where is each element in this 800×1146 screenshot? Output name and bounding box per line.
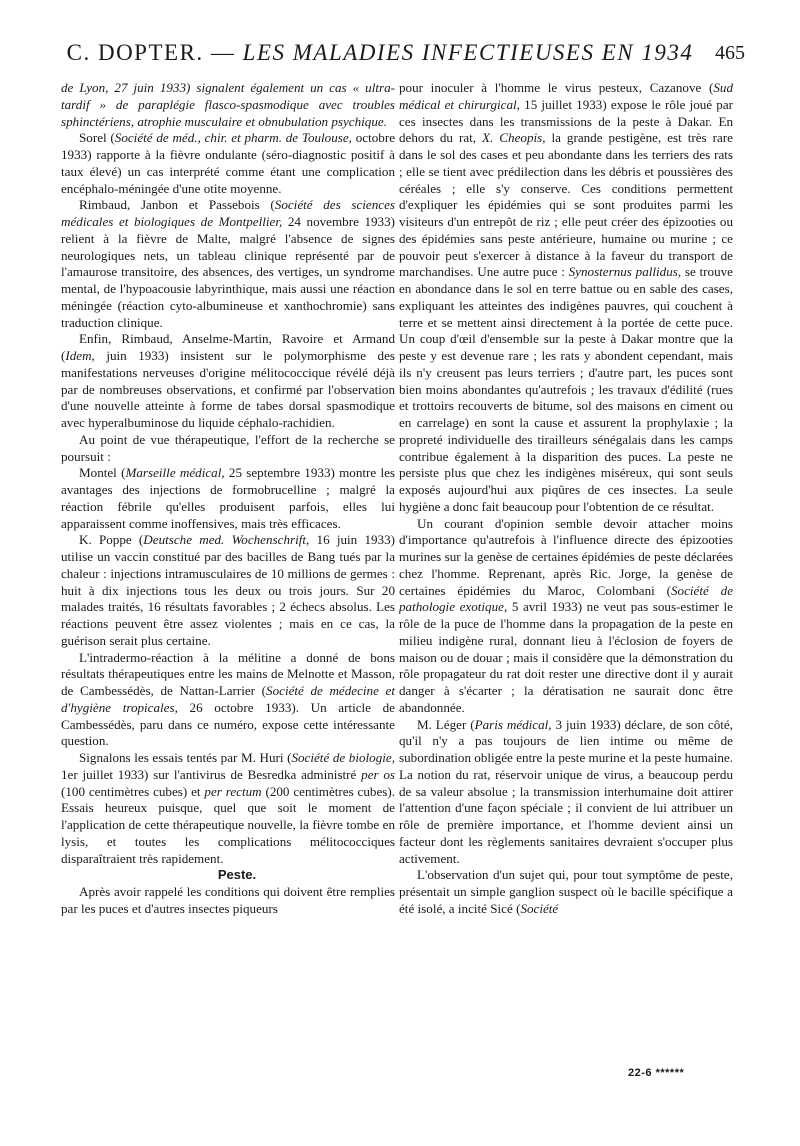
paragraph: Enfin, Rimbaud, Anselme-Martin, Ravoire et Armand (Idem, juin 1933) insistent sur le polymorphisme des manifestations nerveuses d'origine mélitococcique révélé déjà par de nombreuses observations, et confirmé par l'observation d'une nouvelle atteinte à forme de tabes dorsal spasmodique avec hyperalbuminose du liquide céphalo-rachidien. <box>61 331 395 430</box>
running-title <box>55 40 705 66</box>
species-name: X. Cheopis, <box>482 130 546 146</box>
paragraph-text: 26 octobre 1933). Un article de Cambessédès, paru dans ce numéro, expose cette intéressante question. <box>61 699 395 749</box>
paragraph-text: Signalons les essais tentés par M. Huri ( <box>79 750 292 765</box>
paragraph: Rimbaud, Janbon et Passebois (Société des sciences médicales et biologiques de Montpellier, 24 novembre 1933) relient à la fièvre de Malte, malgré l'absence de signes neurologiques nets, un tableau clinique représenté par de l'amaurose transitoire, des absences, des vertiges, un syndrome mental, de l'hypoacousie labyrinthique, mais aussi une réaction méningée (réaction cyto-albumineuse et xanthochromie) sans traduction clinique. <box>61 197 396 330</box>
source-citation: Société des sciences médicales et biologiques de Montpellier, <box>61 197 395 229</box>
species-name: Synosternus pallidus, <box>568 264 682 280</box>
paragraph-text: juin 1933) insistent sur le polymorphisme des manifestations nerveuses d'origine mélitococcique révélé déjà par de nombreuses observations, et confirmé par l'observation d'une nouvelle atteinte à forme de tabes dorsal spasmodique avec hyperalbuminose du liquide céphalo-rachidien. <box>61 348 395 430</box>
paragraph-text: (200 centimètres cubes). Essais heureux puisque, quel que soit le moment de l'application de cette thérapeutique nouvelle, la fièvre tombe en lysis, et toutes les complications mélitococciques disparaîtraient très rapidement. <box>61 783 395 866</box>
paragraph-text: L'observation d'un sujet qui, pour tout symptôme de peste, présentait un simple ganglion suspect où le bacille spécifique a été isolé, a incité Sicé ( <box>399 867 733 916</box>
right-column <box>399 80 733 918</box>
author-name: Montel <box>79 465 117 481</box>
paragraph <box>61 80 395 130</box>
latin-term: per rectum <box>204 783 262 799</box>
left-column <box>61 80 395 918</box>
latin-term: per os <box>361 766 396 782</box>
author-name: K. Poppe <box>79 532 132 548</box>
paragraph: Sorel (Société de méd., chir. et pharm. de Toulouse, octobre 1933) rapporte à la fièvre ondulante (séro-diagnostic positif à taux élevé) un cas interprété comme étant une complication encéphalo-méningée d'une otite moyenne. <box>61 130 396 196</box>
paragraph <box>61 750 395 867</box>
paragraph-text: 24 novembre 1933) relient à la fièvre de Malte, malgré l'absence de signes neurologiques nets, un tableau clinique représenté par de l'amaurose transitoire, des absences, des vertiges, un syndrome mental, de l'hypoacousie labyrinthique, mais aussi une réaction méningée (réaction cyto-albumineuse et xanthochromie) sans traduction clinique. <box>61 214 396 330</box>
source-citation: Deutsche med. Wochenschrift, <box>143 532 310 548</box>
paragraph-text: 15 juillet 1933) expose le rôle joué par ces insectes dans les transmissions de la peste à Dakar. En dehors du rat, <box>399 96 734 146</box>
source-citation: Société de médecine et d'hygiène tropicales, <box>61 683 395 715</box>
header-title: LES MALADIES INFECTIEUSES EN 1934 <box>242 40 694 65</box>
paragraph-text: (100 centimètres cubes) et <box>61 783 201 799</box>
paragraph-text: la grande pestigène, est très rare dans le sol des cases et peu abondante dans les terriers des rats ; elle se tient avec prédilection dans les débris et poussières des céréales ; elle s'y conserve. Ces conditions permettent d'expliquer les épidémies qui se sont produites parmi les visiteurs d'un entrepôt de riz ; elle peut créer des épizooties ou des épidémies sans peste antérieure, humaine ou murine ; ce pouvoir peut s'exercer à distance à la faveur du transport de marchandises. Une autre puce : <box>399 130 733 280</box>
header-dash: — <box>210 40 236 65</box>
section-heading: Peste. <box>217 867 257 883</box>
paragraph <box>399 717 733 868</box>
paragraph-text: 5 avril 1933) ne veut pas sous-estimer le rôle de la puce de l'homme dans la propagation de la peste en milieu indigène rural, donnant lieu à l'éclosion de foyers de maison ou de douar ; mais il considère que la démonstration du rôle propagateur du rat doit rester une directive dont il y aurait danger à s'écarter ; la dératisation ne saurait donc être abandonnée. <box>399 599 733 715</box>
paragraph-text: se trouve en abondance dans le sol en terre battue ou en sable des cases, expliquant les atteintes des indigènes pauvres, qui couchent à terre et se mettent ainsi directement à la portée de cette puce. Un coup d'œil d'ensemble sur la peste à Dakar montre que la peste y est devenue rare ; les rats y abondent cependant, mais ils n'y creusent pas leurs terriers ; d'autre part, les puces sont bien moins abondantes qu'autrefois ; les travaux d'édilité (rues et trottoirs recouverts de bitume, sol des maisons en ciment ou en carrelage) en sont la cause et assurent la prophylaxie ; la propreté individuelle des tirailleurs sénégalais dans les camps contribue également à la disparition des puces. La peste ne persiste plus que chez les indigènes miséreux, qui sont seuls exposés aujourd'hui aux piqûres de ces insectes. La seule hygiène a donc fait beaucoup pour l'obtention de ce résultat. <box>399 264 733 514</box>
paragraph <box>399 516 733 717</box>
paragraph <box>61 650 395 751</box>
paragraph-text: pour inoculer à l'homme le virus pesteux, Cazanove ( <box>399 80 714 95</box>
paragraph-text: 3 juin 1933) déclare, de son côté, qu'il n'y a pas toujours de lien intime ou même de subordination obligée entre la peste murine et la peste humaine. La notion du rat, réservoir unique de virus, a beaucoup perdu de sa valeur absolue ; la transmission interhumaine doit attirer l'attention d'une façon spéciale ; il convient de lui attribuer un rôle de première importance, et l'homme devient ainsi un facteur dont les règlements sanitaires devraient s'occuper plus activement. <box>399 716 733 866</box>
source-citation: Société de méd., chir. et pharm. de Toulouse, <box>114 130 352 146</box>
source-citation: Sud médical et chirurgical, <box>399 80 733 112</box>
paragraph-text: M. Léger ( <box>417 716 475 732</box>
author-name: Rimbaud, Janbon et Passebois <box>79 197 260 213</box>
source-citation: Société de biologie, <box>291 750 395 765</box>
source-citation: Marseille médical, <box>125 465 225 481</box>
paragraph-text: 16 juin 1933) utilise un vaccin constitué par des bacilles de Bang tués par la chaleur : injections intramusculaires de 10 millions de germes : huit à dix injections tous les deux ou trois jours. Sur 20 malades traités, 16 résultats favorables ; 2 échecs absolus. Les réactions peuvent être assez violentes ; mais en ce cas, la guérison serait plus certaine. <box>61 532 395 648</box>
paragraph-text: octobre 1933) rapporte à la fièvre ondulante (séro-diagnostic positif à taux élevé) un cas interprété comme étant une complication encéphalo-méningée d'une otite moyenne. <box>61 130 396 196</box>
paragraph: Après avoir rappelé les conditions qui doivent être remplies par les puces et d'autres insectes piqueurs <box>61 884 395 916</box>
source-citation: Paris médical, <box>474 716 552 732</box>
paragraph: Au point de vue thérapeutique, l'effort de la recherche se poursuit : <box>61 431 395 464</box>
paragraph-text: 25 septembre 1933) montre les avantages des injections de formobrucelline ; malgré la réaction fébrile qu'elles produisent parfois, elles lui apparaissent comme inoffensives, mais très efficaces. <box>61 465 395 531</box>
paragraph-text: Un courant d'opinion semble devoir attacher moins d'importance qu'autrefois à l'influence directe des épizooties murines sur la genèse de certaines épidémies de peste déclarées chez l'homme. Reprenant, après Ric. Jorge, la genèse de certaines épidémies du Maroc, Colombani ( <box>399 515 733 598</box>
page-number: 465 <box>715 42 745 64</box>
paragraph: K. Poppe (Deutsche med. Wochenschrift, 16 juin 1933) utilise un vaccin constitué par des bacilles de Bang tués par la chaleur : injections intramusculaires de 10 millions de germes : huit à dix injections tous les deux ou trois jours. Sur 20 malades traités, 16 résultats favorables ; 2 échecs absolus. Les réactions peuvent être assez violentes ; mais en ce cas, la guérison serait plus certaine. <box>61 532 395 648</box>
paragraph: Montel (Marseille médical, 25 septembre 1933) montre les avantages des injections de formobrucelline ; malgré la réaction fébrile qu'elles produisent parfois, elles lui apparaissent comme inoffensives, mais très efficaces. <box>61 465 395 531</box>
source-citation: Société de pathologie exotique, <box>399 582 734 615</box>
printer-signature: 22-6 ****** <box>628 1067 685 1079</box>
running-header <box>55 40 745 72</box>
source-citation: Société <box>520 900 559 916</box>
author-name: Sorel <box>79 130 107 146</box>
header-author: C. DOPTER. <box>66 40 204 65</box>
paragraph-text: L'intradermo-réaction à la mélitine a donné de bons résultats thérapeutiques entre les mains de Melnotte et Masson, de Cambessédès, de Nattan-Larrier ( <box>61 649 395 698</box>
source-citation: Idem, <box>65 348 95 363</box>
paragraph-text: 1er juillet 1933) sur l'antivirus de Besredka administré <box>61 766 357 782</box>
author-name: Enfin, Rimbaud, Anselme-Martin, Ravoire et Armand <box>79 331 395 347</box>
text-fragment: de Lyon, 27 juin 1933) signalent également un cas « ultra-tardif » de paraplégie flasco-spasmodique avec troubles sphinctériens, atrophie musculaire et obnubulation psychique. <box>61 80 395 129</box>
paragraph <box>399 867 733 917</box>
paragraph <box>399 80 733 516</box>
